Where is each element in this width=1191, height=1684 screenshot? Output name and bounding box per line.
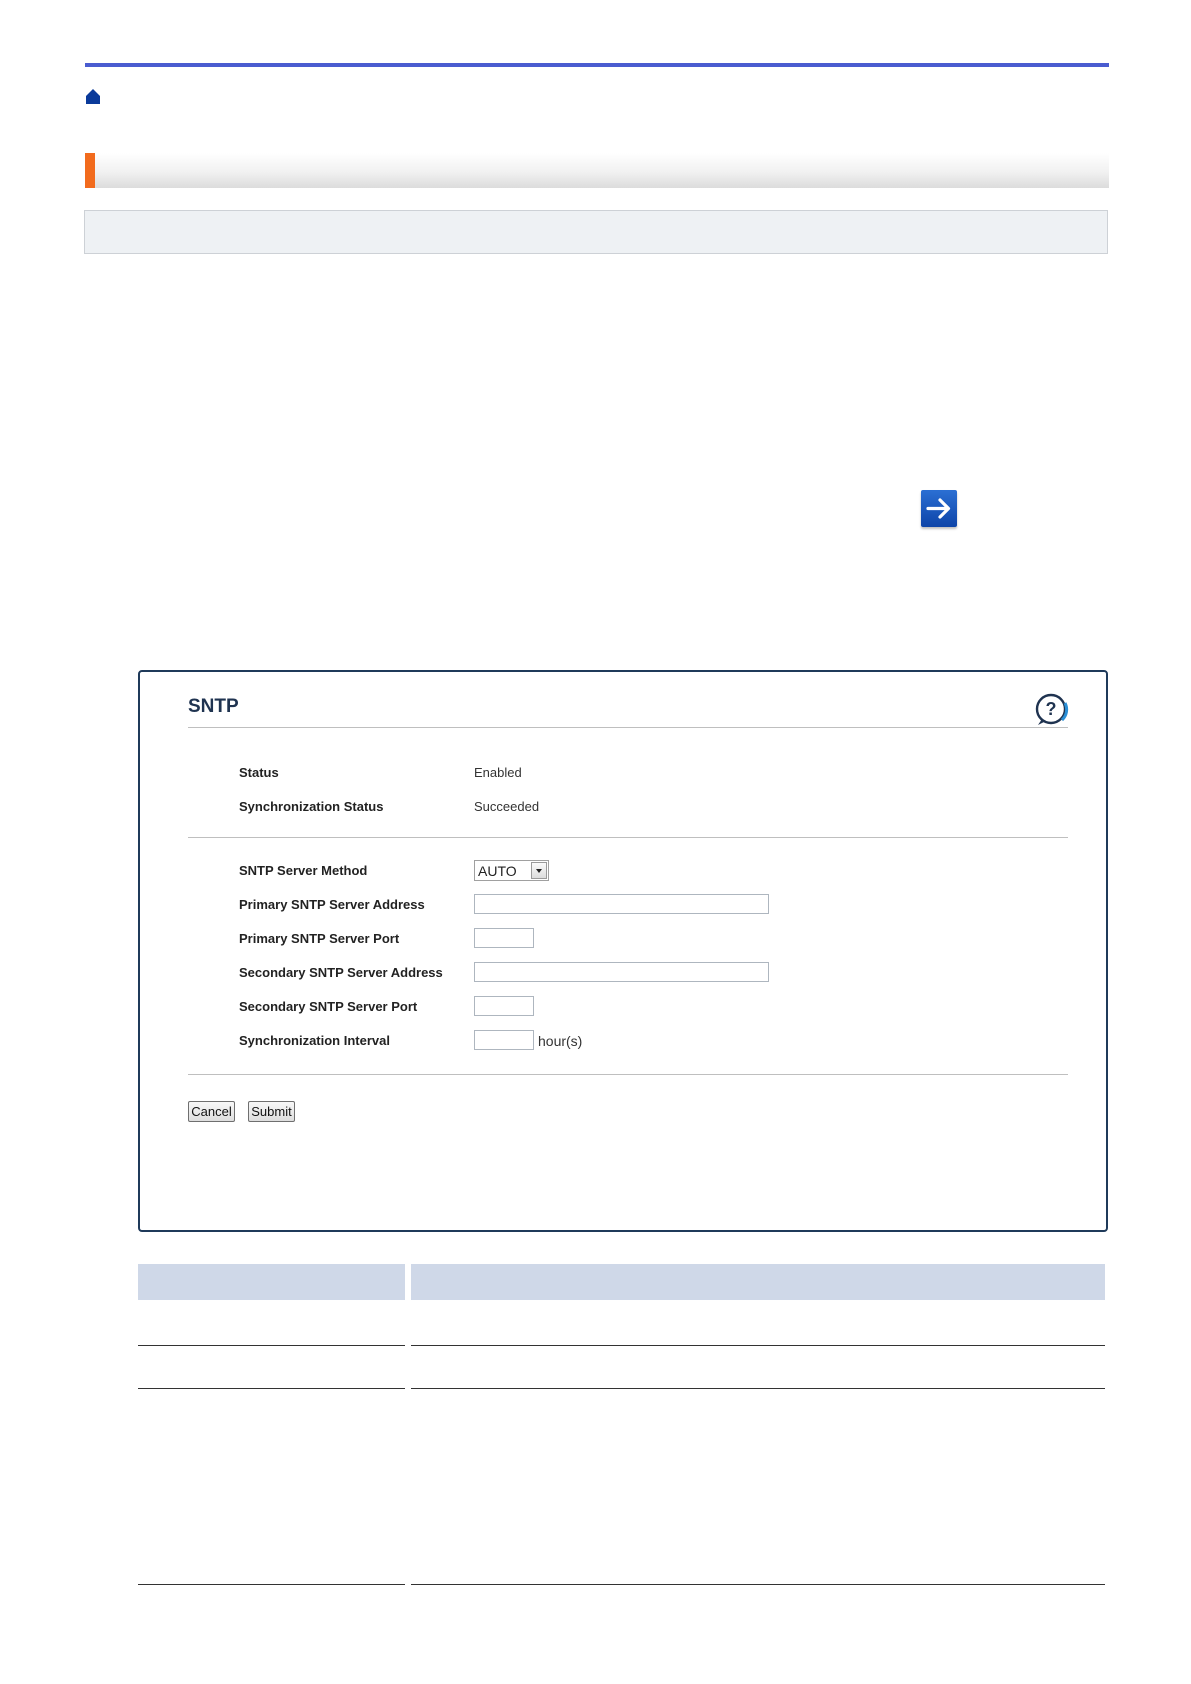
primary-port-input[interactable] bbox=[474, 928, 534, 948]
table-row-divider bbox=[411, 1584, 1105, 1585]
panel-title: SNTP bbox=[188, 696, 239, 717]
title-accent bbox=[85, 153, 95, 188]
help-icon[interactable] bbox=[1034, 692, 1070, 726]
panel-title-divider bbox=[188, 727, 1068, 728]
top-rule bbox=[85, 63, 1109, 67]
sync-status-label: Synchronization Status bbox=[239, 799, 384, 814]
secondary-port-label: Secondary SNTP Server Port bbox=[239, 999, 418, 1014]
table-header-option bbox=[138, 1264, 405, 1300]
status-label: Status bbox=[239, 765, 279, 780]
home-icon[interactable] bbox=[85, 88, 101, 105]
table-header-description bbox=[411, 1264, 1105, 1300]
interval-input[interactable] bbox=[474, 1030, 534, 1050]
interval-label: Synchronization Interval bbox=[239, 1033, 390, 1048]
svg-text:?: ? bbox=[1045, 699, 1057, 719]
interval-unit: hour(s) bbox=[538, 1033, 583, 1049]
arrow-right-icon bbox=[921, 490, 957, 527]
status-value: Enabled bbox=[474, 765, 522, 780]
table-row-divider bbox=[138, 1388, 405, 1389]
secondary-address-label: Secondary SNTP Server Address bbox=[239, 965, 443, 980]
cancel-button[interactable]: Cancel bbox=[188, 1101, 235, 1122]
primary-port-label: Primary SNTP Server Port bbox=[239, 931, 400, 946]
related-info-box bbox=[84, 210, 1108, 254]
sync-status-value: Succeeded bbox=[474, 799, 540, 814]
table-row-divider bbox=[411, 1388, 1105, 1389]
primary-address-input[interactable] bbox=[474, 894, 769, 914]
chevron-down-icon bbox=[531, 862, 547, 879]
secondary-address-input[interactable] bbox=[474, 962, 769, 982]
table-row-divider bbox=[138, 1345, 405, 1346]
status-divider bbox=[188, 837, 1068, 838]
next-step-button[interactable] bbox=[921, 490, 957, 527]
primary-address-label: Primary SNTP Server Address bbox=[239, 897, 425, 912]
server-method-value: AUTO bbox=[478, 863, 517, 879]
server-method-label: SNTP Server Method bbox=[239, 863, 368, 878]
table-row-divider bbox=[138, 1584, 405, 1585]
sntp-settings-panel bbox=[138, 670, 1108, 1232]
table-row-divider bbox=[411, 1345, 1105, 1346]
submit-button[interactable]: Submit bbox=[248, 1101, 295, 1122]
server-method-select[interactable] bbox=[474, 860, 549, 881]
page-title-bar bbox=[85, 153, 1109, 188]
secondary-port-input[interactable] bbox=[474, 996, 534, 1016]
fields-divider bbox=[188, 1074, 1068, 1075]
